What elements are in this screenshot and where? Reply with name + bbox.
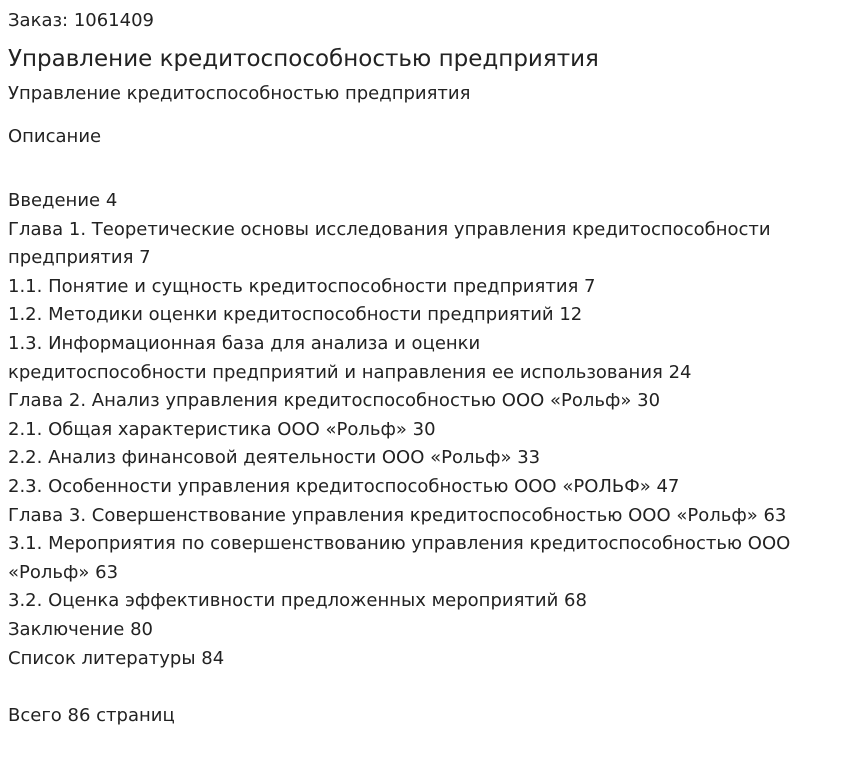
- toc-item: 3.1. Мероприятия по совершенствованию управления кредитоспособностью ООО «Рольф» 63: [8, 533, 791, 583]
- toc-item: Глава 1. Теоретические основы исследования управления кредитоспособности предприятия 7: [8, 218, 771, 269]
- toc-item: 2.2. Анализ финансовой деятельности ООО «Рольф» 33: [8, 447, 541, 469]
- table-of-contents: [8, 187, 839, 673]
- order-number: Заказ: 1061409: [8, 10, 154, 31]
- toc-item: 1.3. Информационная база для анализа и оценки: [8, 332, 481, 354]
- toc-item: 1.1. Понятие и сущность кредитоспособности предприятия 7: [8, 275, 596, 297]
- toc-item: Список литературы 84: [8, 647, 225, 669]
- toc-item: Глава 3. Совершенствование управления кредитоспособностью ООО «Рольф» 63: [8, 504, 787, 526]
- toc-item: 2.3. Особенности управления кредитоспособностью ООО «РОЛЬФ» 47: [8, 475, 680, 497]
- toc-item: Введение 4: [8, 190, 118, 211]
- description-heading: Описание: [8, 126, 102, 147]
- toc-item: Глава 2. Анализ управления кредитоспособностью ООО «Рольф» 30: [8, 390, 661, 412]
- toc-item: Заключение 80: [8, 618, 153, 640]
- toc-item: 1.2. Методики оценки кредитоспособности предприятий 12: [8, 304, 583, 326]
- page-subtitle: Управление кредитоспособностью предприятия: [8, 83, 471, 104]
- toc-item: 3.2. Оценка эффективности предложенных мероприятий 68: [8, 590, 587, 612]
- page-title: Управление кредитоспособностью предприятия: [8, 46, 599, 72]
- toc-item: 2.1. Общая характеристика ООО «Рольф» 30: [8, 418, 436, 440]
- total-pages: Всего 86 страниц: [8, 705, 175, 727]
- toc-item: кредитоспособности предприятий и направления ее использования 24: [8, 361, 692, 383]
